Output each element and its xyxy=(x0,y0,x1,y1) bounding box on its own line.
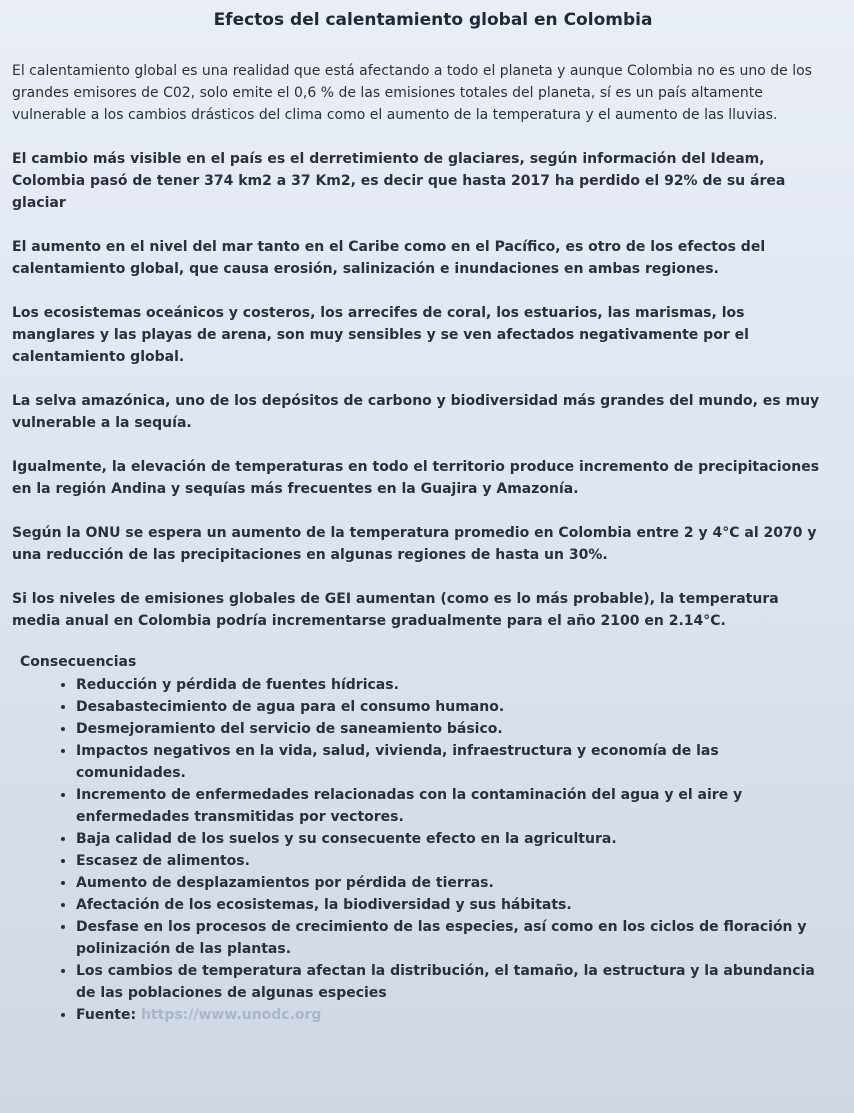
document-title: Efectos del calentamiento global en Colombia xyxy=(213,10,653,30)
list-item: • Baja calidad de los suelos y su consecuente efecto en la agricultura. xyxy=(76,828,824,850)
list-item: • Escasez de alimentos. xyxy=(76,850,824,872)
list-item: • Incremento de enfermedades relacionadas con la contaminación del agua y el aire y enfermedades transmitidas por vectores. xyxy=(76,784,824,828)
paragraph-precipitation: Igualmente, la elevación de temperaturas en todo el territorio produce incremento de precipitaciones en la región Andina y sequías más frecuentes en la Guajira y Amazonía. xyxy=(12,459,820,497)
consequences-list xyxy=(12,674,824,1026)
paragraph-sea-level: El aumento en el nivel del mar tanto en el Caribe como en el Pacífico, es otro de los efectos del calentamiento global, que causa erosión, salinización e inundaciones en ambas regiones. xyxy=(12,239,766,277)
list-item: • Desmejoramiento del servicio de saneamiento básico. xyxy=(76,718,824,740)
source-link[interactable]: https://www.unodc.org xyxy=(140,1007,322,1023)
paragraph-intro: El calentamiento global es una realidad que está afectando a todo el planeta y aunque Colombia no es uno de los grandes emisores de C02, solo emite el 0,6 % de las emisiones totales del planeta, sí es un país altamente vulnerable a los cambios drásticos del clima como el aumento de la temperatura y el aumento de las lluvias. xyxy=(12,63,812,123)
consequences-heading: Consecuencias xyxy=(20,654,137,670)
paragraph-amazon: La selva amazónica, uno de los depósitos de carbono y biodiversidad más grandes del mundo, es muy vulnerable a la sequía. xyxy=(12,393,820,431)
list-item: • Desfase en los procesos de crecimiento de las especies, así como en los ciclos de floración y polinización de las plantas. xyxy=(76,916,824,960)
list-item: • Reducción y pérdida de fuentes hídricas. xyxy=(76,674,824,696)
list-item: • Afectación de los ecosistemas, la biodiversidad y sus hábitats. xyxy=(76,894,824,916)
paragraph-gei: Si los niveles de emisiones globales de GEI aumentan (como es lo más probable), la temperatura media anual en Colombia podría incrementarse gradualmente para el año 2100 en 2.14°C. xyxy=(12,591,779,629)
paragraph-ecosystems: Los ecosistemas oceánicos y costeros, los arrecifes de coral, los estuarios, las marismas, los manglares y las playas de arena, son muy sensibles y se ven afectados negativamente por el calentamiento global. xyxy=(12,305,749,365)
list-item: • Desabastecimiento de agua para el consumo humano. xyxy=(76,696,824,718)
paragraph-onu: Según la ONU se espera un aumento de la temperatura promedio en Colombia entre 2 y 4°C al 2070 y una reducción de las precipitaciones en algunas regiones de hasta un 30%. xyxy=(12,525,817,563)
list-item: • Impactos negativos en la vida, salud, vivienda, infraestructura y economía de las comunidades. xyxy=(76,740,824,784)
source-item xyxy=(76,1004,824,1026)
source-label: Fuente: xyxy=(76,1007,137,1023)
list-item: • Los cambios de temperatura afectan la distribución, el tamaño, la estructura y la abundancia de las poblaciones de algunas especies xyxy=(76,960,824,1004)
list-item: • Aumento de desplazamientos por pérdida de tierras. xyxy=(76,872,824,894)
paragraph-glaciers: El cambio más visible en el país es el derretimiento de glaciares, según información del Ideam, Colombia pasó de tener 374 km2 a 37 Km2, es decir que hasta 2017 ha perdido el 92% de su área glaciar xyxy=(12,151,786,211)
